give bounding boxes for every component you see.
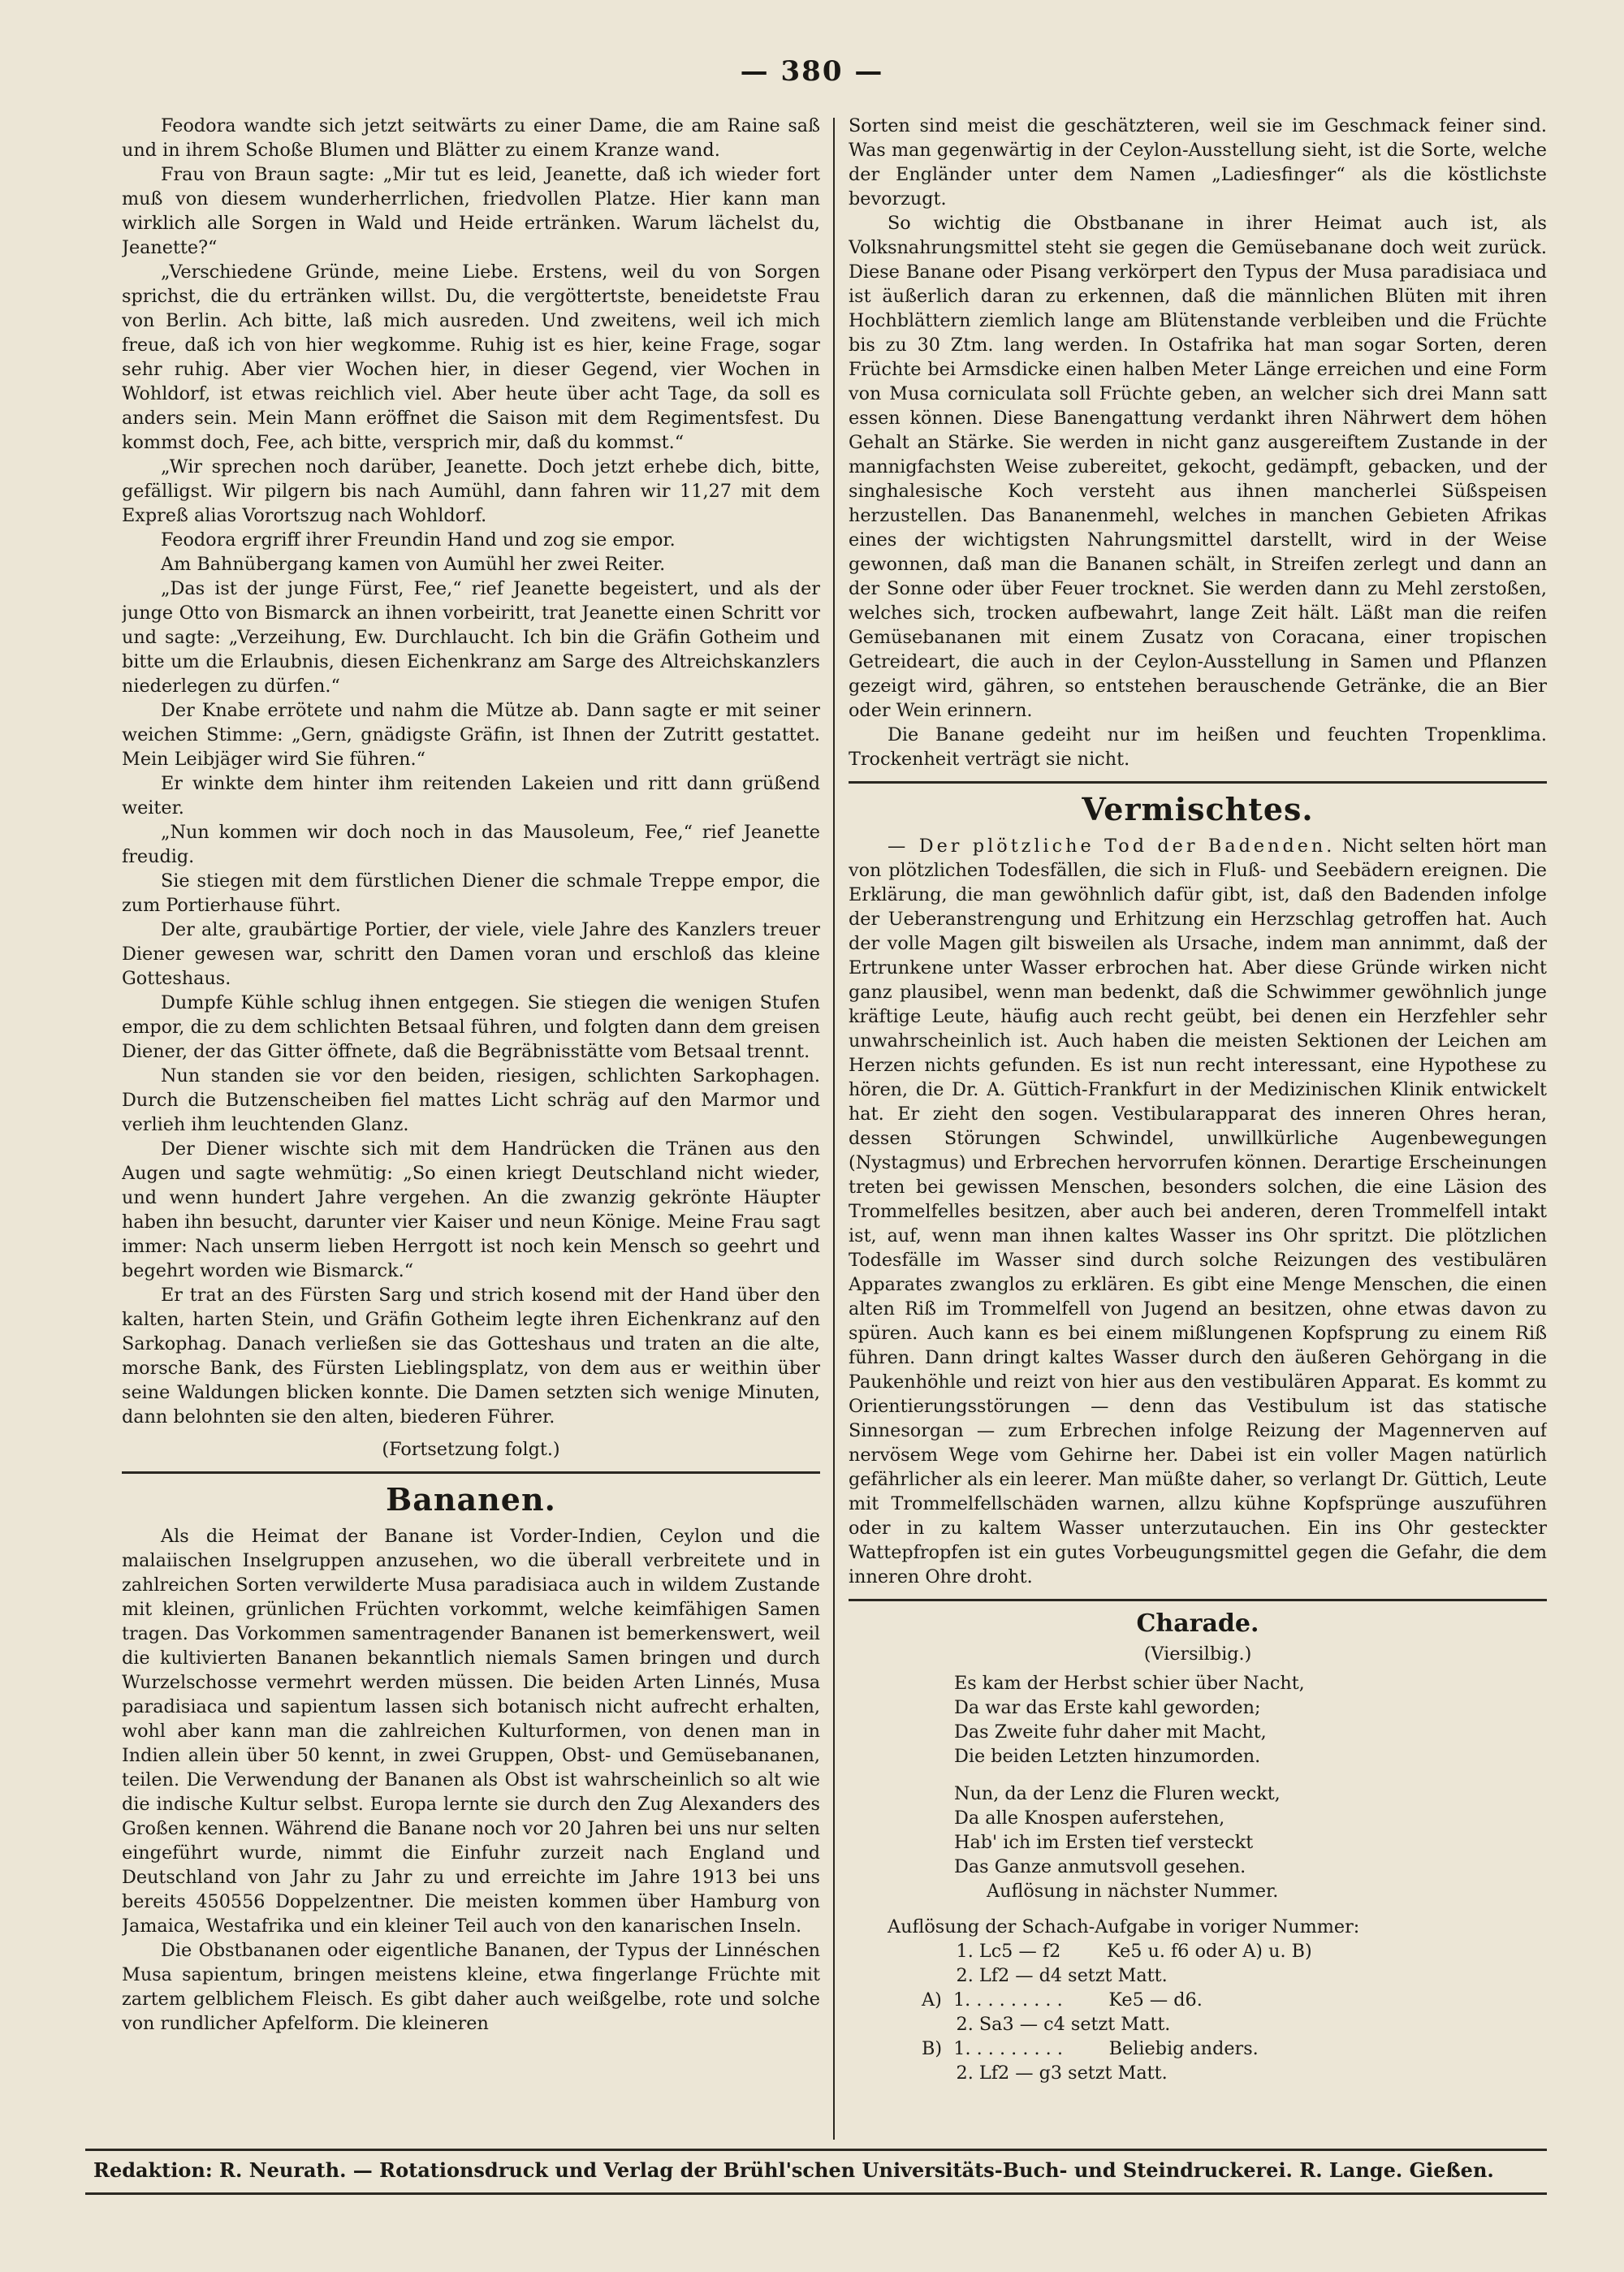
story-paragraph: „Das ist der junge Fürst, Fee,“ rief Jeanette begeistert, und als der junge Otto von Bismarck an ihnen vorbeiritt, trat Jeanette einen Schritt vor und sagte: „Verzeihung, Ew. Durchlaucht. Ich bin die Gräfin Gotheim und bitte um die Erlaubnis, diesen Eichenkranz am Sarge des Altreichskanzlers niederlegen zu dürfen.“ [122,578,820,697]
charade-poem [954,1671,1547,1903]
story-paragraph: Er winkte dem hinter ihm reitenden Lakeien und ritt dann grüßend weiter. [122,773,820,819]
story-paragraph: Frau von Braun sagte: „Mir tut es leid, Jeanette, daß ich wieder fort muß von diesem wunderherrlichen, friedvollen Platze. Hier kann man wirklich alle Sorgen in Wald und Heide ertränken. Warum lächelst du, Jeanette?“ [122,164,820,258]
bananen-heading: Bananen. [386,1481,556,1518]
chess-move-line: 2. Lf2 — g3 setzt Matt. [922,2063,1168,2084]
column-divider [833,118,835,2140]
section-divider [849,781,1547,784]
chess-move-line: 2. Sa3 — c4 setzt Matt. [922,2014,1171,2035]
vermischtes-lead: — Der plötzliche Tod der Badenden. [888,836,1336,857]
story-paragraph: „Nun kommen wir doch noch in das Mausoleum, Fee,“ rief Jeanette freudig. [122,822,820,867]
vermischtes-paragraph [849,834,1547,1589]
vermischtes-body: Nicht selten hört man von plötzlichen Todesfällen, die sich in Fluß- und Seebädern ereignen. Die Erklärung, die man gewöhnlich dafür gibt, ist, daß den Badenden infolge der Ueberanstrengung und Erhitzung ein Herzschlag getroffen hat. Auch der volle Magen gilt bisweilen als Ursache, indem man annimmt, daß der Ertrunkene unter Wasser erbrochen hat. Aber diese Gründe wirken nicht ganz plausibel, wenn man bedenkt, daß die Schwimmer gewöhnlich junge kräftige Leute, häufig auch recht geübt, bei denen ein Herzfehler sehr unwahrscheinlich ist. Auch haben die meisten Sektionen der Leichen am Herzen nichts gefunden. Es ist nun recht interessant, eine Hypothese zu hören, die Dr. A. Güttich-Frankfurt in der Medizinischen Klinik entwickelt hat. Er zieht den sogen. Vestibularapparat des inneren Ohres heran, dessen Störungen Schwindel, unwillkürliche Augenbewegungen (Nystagmus) und Erbrechen hervorrufen können. Derartige Erscheinungen treten bei gewissen Menschen, besonders solchen, die eine Läsion des Trommelfelles besitzen, aber auch bei anderen, deren Trommelfell intakt ist, auf, wenn man ihnen kaltes Wasser ins Ohr spritzt. Die plötzlichen Todesfälle im Wasser sind durch solche Reizungen des vestibulären Apparates zwanglos zu erklären. Es gibt eine Menge Menschen, die einen alten Riß im Trommelfell von Jugend an besitzen, ohne etwas davon zu spüren. Auch kann es bei einem mißlungenen Kopfsprung zu einem Riß führen. Dann dringt kaltes Wasser durch den äußeren Gehörgang in die Paukenhöhle und reizt von hier aus den vestibulären Apparat. Es kommt zu Orientierungsstörungen — denn das Vestibulum ist das statische Sinnesorgan — zum Erbrechen infolge Reizung der Magennerven auf nervösem Wege vom Gehirne her. Dabei ist ein voller Magen natürlich gefährlicher als ein leerer. Man müßte daher, so verlangt Dr. Güttich, Leute mit Trommelfellschäden warnen, allzu kühne Kopfsprünge auszuführen oder in zu kaltem Wasser unterzutauchen. Ein ins Ohr gesteckter Wattepfropfen ist ein gutes Vorbeugungsmittel gegen die Gefahr, die dem inneren Ohre droht. [849,836,1547,1587]
story-paragraph: Sie stiegen mit dem fürstlichen Diener die schmale Treppe empor, die zum Portierhause führt. [122,870,820,916]
bananen-article [122,1524,820,2036]
story-paragraph: Der Diener wischte sich mit dem Handrücken die Tränen aus den Augen und sagte wehmütig: „So einen kriegt Deutschland nicht wieder, und wenn hundert Jahre vergehen. An die zwanzig gekrönte Häupter haben ihn besucht, darunter vier Kaiser und neun Könige. Meine Frau sagt immer: Nach unserm lieben Herrgott ist noch kein Mensch so geehrt und begehrt worden wie Bismarck.“ [122,1138,820,1281]
poem-line: Die beiden Letzten hinzumorden. [954,1746,1261,1767]
chess-solution-title: Auflösung der Schach-Aufgabe in voriger Nummer: [888,1916,1360,1937]
story-paragraph: Feodora ergriff ihrer Freundin Hand und zog sie empor. [161,529,676,551]
charade-heading: Charade. [1136,1609,1259,1638]
poem-line: Da war das Erste kahl geworden; [954,1697,1261,1718]
story-paragraph: Der Knabe errötete und nahm die Mütze ab. Dann sagte er mit seiner weichen Stimme: „Gern, gnädigste Gräfin, ist Ihnen der Zutritt gestattet. Mein Leibjäger wird Sie führen.“ [122,700,820,770]
poem-line: Das Ganze anmutsvoll gesehen. [954,1856,1246,1877]
poem-line: Nun, da der Lenz die Fluren weckt, [954,1783,1281,1804]
section-divider [122,1471,820,1474]
poem-line: Es kam der Herbst schier über Nacht, [954,1673,1305,1694]
section-divider [849,1599,1547,1601]
article-paragraph: Die Obstbananen oder eigentliche Bananen, der Typus der Linnéschen Musa sapientum, bringen meistens kleine, etwa fingerlange Früchte mit zartem gelblichem Fleisch. Es gibt daher auch weißgelbe, rote und solche von rundlicher Apfelform. Die kleineren [122,1940,820,2034]
story-paragraph: Feodora wandte sich jetzt seitwärts zu einer Dame, die am Raine saß und in ihrem Schoße Blumen und Blätter zu einem Kranze wand. [122,115,820,161]
article-paragraph: So wichtig die Obstbanane in ihrer Heimat auch ist, als Volksnahrungsmittel steht sie gegen die Gemüsebanane doch weit zurück. Diese Banane oder Pisang verkörpert den Typus der Musa paradisiaca und ist äußerlich daran zu erkennen, daß die männlichen Blüten mit ihren Hochblättern ziemlich lange am Blütenstande verbleiben und die Früchte bis zu 30 Ztm. lang werden. In Ostafrika hat man sogar Sorten, deren Früchte bei Armsdicke einen halben Meter Länge erreichen und eine Form von Musa corniculata soll Früchte geben, an welcher sich drei Mann satt essen können. Diese Banengattung verdankt ihren Nährwert dem höhen Gehalt an Stärke. Sie werden in nicht ganz ausgereiftem Zustande in der mannigfachsten Weise zubereitet, gekocht, gedämpft, gebacken, und der singhalesische Koch versteht aus ihnen mancherlei Süßspeisen herzustellen. Das Bananenmehl, welches in manchen Gebieten Afrikas eines der wichtigsten Nahrungsmittel darstellt, wird in der Weise gewonnen, daß man die Bananen schält, in Streifen zerlegt und dann an der Sonne oder über Feuer trocknet. Sie werden dann zu Mehl zerstoßen, welches sich, trocken aufbewahrt, lange Zeit hält. Läßt man die reifen Gemüsebananen mit einem Zusatz von Coracana, einer tropischen Getreideart, die auch in der Ceylon-Ausstellung in Samen und Pflanzen gezeigt wird, gähren, so entstehen berauschende Getränke, die an Bier oder Wein erinnern. [849,213,1547,721]
article-paragraph: Die Banane gedeiht nur im heißen und feuchten Tropenklima. Trockenheit verträgt sie nicht. [849,724,1547,770]
charade-subtitle: (Viersilbig.) [1143,1644,1252,1665]
imprint-footer: Redaktion: R. Neurath. — Rotationsdruck und Verlag der Brühl'schen Universitäts-Buch- und Steindruckerei. R. Lange. Gießen. [93,2158,1494,2182]
chess-move-line: B) 1. . . . . . . . . Beliebig anders. [922,2038,1259,2059]
story-paragraph: Dumpfe Kühle schlug ihnen entgegen. Sie stiegen die wenigen Stufen empor, die zu dem schlichten Betsaal führen, und folgten dann dem greisen Diener, der das Gitter öffnete, daß die Begräbnisstätte vom Betsaal trennt. [122,992,820,1062]
page-number: — 380 — [740,55,884,88]
story-paragraph: Nun standen sie vor den beiden, riesigen, schlichten Sarkophagen. Durch die Butzenscheiben fiel mattes Licht schräg auf den Marmor und verlieh ihm leuchtenden Glanz. [122,1065,820,1135]
article-paragraph: Sorten sind meist die geschätzteren, weil sie im Geschmack feiner sind. Was man gegenwärtig in der Ceylon-Ausstellung sieht, ist die Sorte, welche der Engländer unter dem Namen „Ladiesfinger“ als die köstlichste bevorzugt. [849,115,1547,209]
continuation-note: (Fortsetzung folgt.) [382,1439,560,1460]
chess-move-line: 1. Lc5 — f2 Ke5 u. f6 oder A) u. B) [922,1941,1312,1962]
poem-line: Da alle Knospen auferstehen, [954,1808,1225,1829]
bananen-article-continued [849,114,1547,771]
footer-rule-bottom [85,2192,1547,2195]
footer-rule-top [85,2149,1547,2151]
chess-move-line: 2. Lf2 — d4 setzt Matt. [922,1965,1168,1986]
article-paragraph: Als die Heimat der Banane ist Vorder-Indien, Ceylon und die malaiischen Inselgruppen anzusehen, wo die überall verbreitete und in zahlreichen Sorten verwilderte Musa paradisiaca auch in wildem Zustande mit kleinen, grünlichen Früchten vorkommt, welche keimfähigen Samen tragen. Das Vorkommen samentragender Bananen ist bemerkenswert, weil die kultivierten Bananen bekanntlich niemals Samen bringen und durch Wurzelschosse vermehrt werden müssen. Die beiden Arten Linnés, Musa paradisiaca und sapientum lassen sich botanisch nicht aufrecht erhalten, wohl aber kann man die zahlreichen Kulturformen, von denen man in Indien allein über 50 kennt, in zwei Gruppen, Obst- und Gemüsebananen, teilen. Die Verwendung der Bananen als Obst ist wahrscheinlich so alt wie die indische Kultur selbst. Europa lernte sie durch den Zug Alexanders des Großen kennen. Während die Banane noch vor 20 Jahren bei uns nur selten eingeführt wurde, nimmt die Einfuhr zurzeit nach England und Deutschland von Jahr zu Jahr zu und erreichte im Jahre 1913 bei uns bereits 450556 Doppelzentner. Die meisten kommen über Hamburg von Jamaica, Westafrika und ein kleiner Teil auch von den kanarischen Inseln. [122,1526,820,1937]
story-paragraph: „Verschiedene Gründe, meine Liebe. Erstens, weil du von Sorgen sprichst, die du ertränken willst. Du, die vergöttertste, beneidetste Frau von Berlin. Ach bitte, laß mich ausreden. Und zweitens, weil ich mich freue, daß ich von hier wegkomme. Ruhig ist es hier, keine Frage, sogar sehr ruhig. Aber vier Wochen hier, in dieser Gegend, vier Wochen in Wohldorf, ist etwas reichlich viel. Aber heute über acht Tage, da soll es anders sein. Mein Mann eröffnet die Saison mit dem Regimentsfest. Du kommst doch, Fee, ach bitte, versprich mir, daß du kommst.“ [122,261,820,453]
story-paragraph: Am Bahnübergang kamen von Aumühl her zwei Reiter. [161,554,666,575]
poem-line: Hab' ich im Ersten tief versteckt [954,1832,1254,1853]
right-column [849,114,1547,2127]
poem-line: Das Zweite fuhr daher mit Macht, [954,1721,1267,1743]
vermischtes-heading: Vermischtes. [1082,791,1314,827]
left-column [122,114,820,2127]
story-paragraph: Er trat an des Fürsten Sarg und strich kosend mit der Hand über den kalten, harten Stein, und Gräfin Gotheim legte ihren Eichenkranz auf den Sarkophag. Danach verließen sie das Gotteshaus und traten an die alte, morsche Bank, des Fürsten Lieblingsplatz, von dem aus er weithin über seine Waldungen blicken konnte. Die Damen setzten sich wenige Minuten, dann belohnten sie den alten, biederen Führer. [122,1285,820,1428]
charade-solution-note: Auflösung in nächster Nummer. [987,1881,1279,1902]
story-paragraph: Der alte, graubärtige Portier, der viele, viele Jahre des Kanzlers treuer Diener gewesen war, schritt den Damen voran und erschloß das kleine Gotteshaus. [122,919,820,989]
chess-move-line: A) 1. . . . . . . . . Ke5 — d6. [922,1989,1203,2011]
serial-story [122,114,820,1462]
story-paragraph: „Wir sprechen noch darüber, Jeanette. Doch jetzt erhebe dich, bitte, gefälligst. Wir pilgern bis nach Aumühl, dann fahren wir 11,27 mit dem Expreß alias Vorortszug nach Wohldorf. [122,456,820,526]
chess-solution [849,1915,1547,2085]
